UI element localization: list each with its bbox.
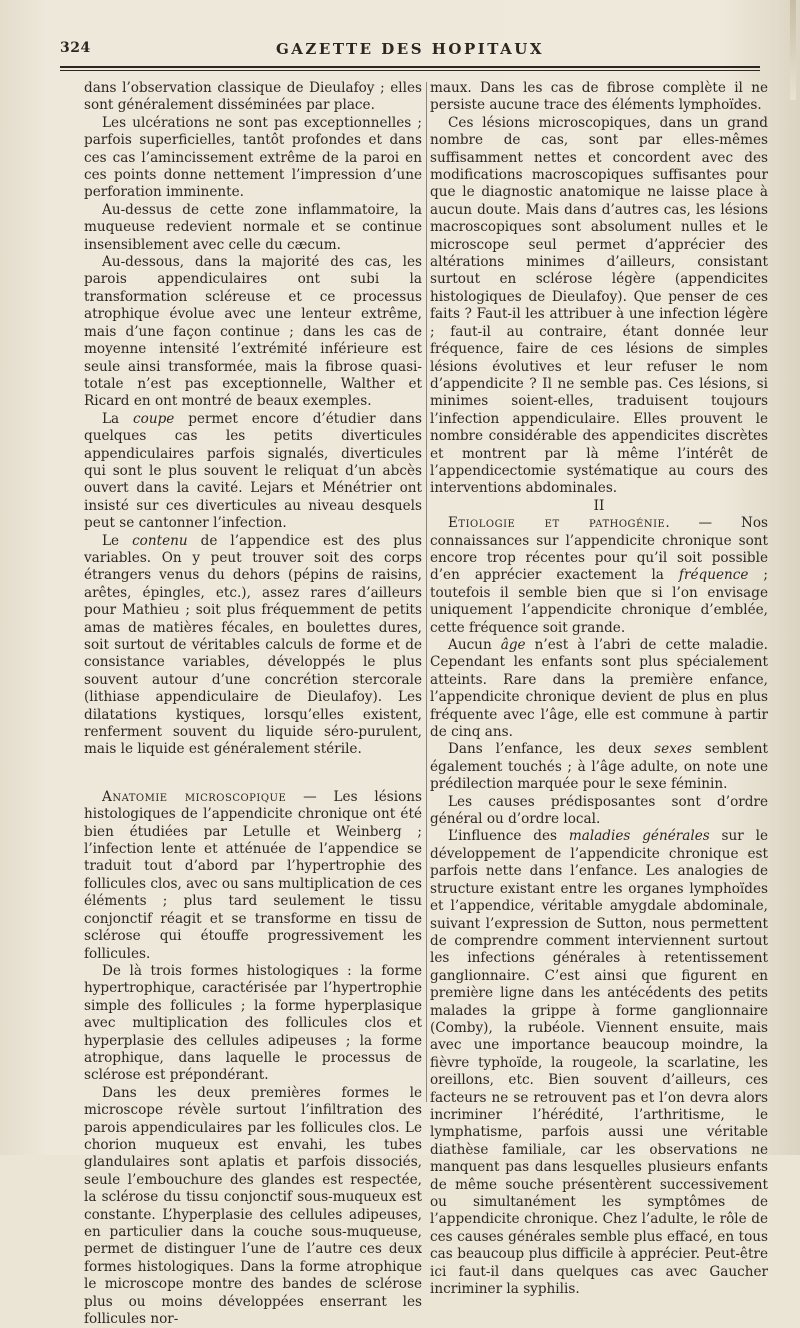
paragraph xyxy=(84,789,422,963)
paragraph-text: permet encore d’étudier dans quelques cas les petits diverticules appendiculaires parfois signalés, diverticules qui sont le plus souvent le reliquat d’un abcès ouvert dans la cavité. Lejars et Ménétrier ont insisté sur ces diverticules au niveau desquels peut se cantonner l’infection. xyxy=(84,410,423,532)
paragraph xyxy=(430,741,768,793)
paragraph xyxy=(84,533,422,759)
emphasized-term: contenu xyxy=(132,532,188,549)
page-edge-shadow xyxy=(790,0,796,100)
paragraph-text: dans l’observation classique de Dieulafoy ; elles sont généralement disséminées par place. xyxy=(84,80,422,114)
paragraph-text: sur le développement de l’appendicite chronique est parfois nette dans l’enfance. Les analogies de structure existant entre les organes lymphoïdes et l’appendice, véritable amygdale abdominale, suivant l’expression de Sutton, nous permettent de comprendre comment interviennent surtout les infections générales à retentissement ganglionnaire. C’est ainsi que figurent en première ligne dans les antécédents des petits malades la grippe à forme ganglionnaire (Comby), la rubéole. Viennent ensuite, mais avec une importance beaucoup moindre, la fièvre typhoïde, la rougeole, la scarlatine, les oreillons, etc. Bien souvent d’ailleurs, ces facteurs ne se retrouvent pas et l’on devra alors incriminer l’hérédité, l’arthritisme, le lymphatisme, parfois aussi une véritable diathèse familiale, car les observations ne manquent pas dans lesquelles plusieurs enfants de même souche présentèrent successivement ou simultanément les symptômes de l’appendicite chronique. Chez l’adulte, le rôle de ces causes générales semble plus effacé, en tous cas beaucoup plus difficile à apprécier. Peut-être ici faut-il dans quelques cas avec Gaucher incriminer la syphilis. xyxy=(430,828,769,1298)
left-column xyxy=(84,80,422,1328)
paragraph-text: Le xyxy=(102,532,133,549)
paragraph-text: n’est à l’abri de cette maladie. Cependant les enfants sont plus spécialement atteints. Rare dans la première enfance, l’appendicite chronique devient de plus en plus fréquente avec l’âge, elle est commune à partir de cinq ans. xyxy=(430,637,768,741)
paragraph xyxy=(84,411,422,533)
paragraph-text: Dans les deux premières formes le microscope révèle surtout l’infiltration des parois appendiculaires par les follicules clos. Le chorion muqueux est envahi, les tubes glandulaires sont aplatis et parfois dissociés, seule l’embouchure des glandes est respectée, la sclérose du tissu conjonctif sous-muqueux est constante. L’hyperplasie des cellules adipeuses, en particulier dans la couche sous-muqueuse, permet de distinguer l’une de l’autre ces deux formes histologiques. Dans la forme atrophique le microscope montre des bandes de sclérose plus ou moins développées enserrant les follicules nor- xyxy=(84,1084,422,1328)
paragraph-text: Au-dessous, dans la majorité des cas, les parois appendiculaires ont subi la transformation scléreuse et ce processus atrophique évolue avec une lenteur extrême, mais d’une façon continue ; dans les cas de moyenne intensité l’extrémité inférieure est seule ainsi transformée, mais la fibrose quasi-totale n’est pas exceptionnelle, Walther et Ricard en ont montré de beaux exemples. xyxy=(84,254,422,410)
paragraph xyxy=(430,515,768,637)
paragraph xyxy=(84,202,422,254)
emphasized-term: âge xyxy=(500,637,526,653)
journal-title: GAZETTE DES HOPITAUX xyxy=(275,40,544,58)
paragraph-text: De là trois formes histologiques : la forme hypertrophique, caractérisée par l’hypertrophie simple des follicules ; la forme hyperplasique avec multiplication des follicules clos et hyperplasie des cellules adipeuses ; la forme atrophique, dans laquelle le processus de sclérose est prépondérant. xyxy=(84,962,422,1084)
paragraph xyxy=(84,963,422,1085)
header-rule-thick xyxy=(60,66,760,68)
paragraph-text: Dans l’enfance, les deux xyxy=(448,741,655,758)
paragraph-text: . — Nos connaissances sur l’appendicite chronique sont encore trop récentes pour qu’il soit possible d’en apprécier exactement la xyxy=(430,515,768,584)
header-rule-thin xyxy=(60,70,760,71)
section-heading: Etiologie et pathogénie xyxy=(448,515,666,532)
paragraph xyxy=(430,115,768,498)
paragraph xyxy=(84,115,422,202)
paragraph-text: Aucun xyxy=(448,637,501,653)
paragraph-text: semblent également touchés ; à l’âge adulte, on note une prédilection marquée pour le sexe féminin. xyxy=(430,741,768,793)
emphasized-term: fréquence xyxy=(678,567,749,584)
column-divider xyxy=(426,82,427,1102)
paragraph-text: Au-dessus de cette zone inflammatoire, la muqueuse redevient normale et se continue insensiblement avec celle du cæcum. xyxy=(84,201,422,253)
paragraph-text: de l’appendice est des plus variables. On y peut trouver soit des corps étrangers venus du dehors (pépins de raisins, arêtes, épingles, etc.), assez rares d’ailleurs pour Mathieu ; soit plus fréquemment de petits amas de matières fécales, en boulettes dures, soit surtout de véritables calculs de forme et de consistance variables, développés le plus souvent autour d’une concrétion stercorale (lithiase appendiculaire de Dieulafoy). Les dilatations kystiques, lorsqu’elles existent, renferment souvent du liquide séro-purulent, mais le liquide est généralement stérile. xyxy=(84,532,422,758)
paragraph xyxy=(84,1085,422,1328)
paragraph xyxy=(430,637,768,741)
paragraph-text: ; toutefois il semble bien que si l’on envisage uniquement l’appendicite chronique d’emblée, cette fréquence soit grande. xyxy=(430,567,769,636)
emphasized-term: coupe xyxy=(133,410,175,427)
paragraph xyxy=(430,794,768,829)
emphasized-term: sexes xyxy=(654,741,692,758)
paragraph-text: L’influence des xyxy=(448,828,569,845)
paragraph xyxy=(84,254,422,411)
section-number: II xyxy=(593,497,605,514)
right-column xyxy=(430,80,768,1298)
running-header xyxy=(60,40,760,62)
paragraph-text: maux. Dans les cas de fibrose complète il ne persiste aucune trace des éléments lymphoïdes. xyxy=(430,80,768,114)
page-number: 324 xyxy=(60,40,91,56)
paragraph xyxy=(430,80,768,115)
paragraph xyxy=(84,80,422,115)
paragraph-text: Ces lésions microscopiques, dans un grand nombre de cas, sont par elles-mêmes suffisamment nettes et concordent avec des modifications macroscopiques suffisantes pour que le diagnostic anatomique ne laisse place à aucun doute. Mais dans d’autres cas, les lésions macroscopiques sont absolument nulles et le microscope seul permet d’apprécier des altérations minimes d’ailleurs, consistant surtout en sclérose légère (appendicites histologiques de Dieulafoy). Que penser de ces faits ? Faut-il les attribuer à une infection légère ; faut-il au contraire, étant donnée leur fréquence, faire de ces lésions de simples lésions évolutives et leur refuser le nom d’appendicite ? Il ne semble pas. Ces lésions, si minimes soient-elles, traduisent toujours l’infection appendiculaire. Elles prouvent le nombre considérable des appendicites discrètes et montrent par là même l’intérêt de l’appendicectomie systématique au cours des interventions abdominales. xyxy=(430,114,768,497)
paragraph-text: — Les lésions histologiques de l’appendicite chronique ont été bien étudiées par Letulle et Weinberg ; l’infection lente et atténuée de l’appendice se traduit tout d’abord par l’hypertrophie des follicules clos, avec ou sans multiplication de ces éléments ; plus tard seulement le tissu conjonctif réagit et se transforme en tissu de sclérose qui étouffe progressivement les follicules. xyxy=(84,788,422,962)
paragraph-text: La xyxy=(102,410,134,427)
emphasized-term: maladies générales xyxy=(568,828,710,845)
paragraph-text: Les causes prédisposantes sont d’ordre général ou d’ordre local. xyxy=(430,793,768,828)
paragraph xyxy=(430,828,768,1298)
paragraph-text: Les ulcérations ne sont pas exceptionnelles ; parfois superficielles, tantôt profondes et dans ces cas l’amincissement extrême de la paroi en ces points donne nettement l’impression d’une perforation imminente. xyxy=(84,114,422,201)
section-heading: Anatomie microscopique xyxy=(102,788,287,805)
